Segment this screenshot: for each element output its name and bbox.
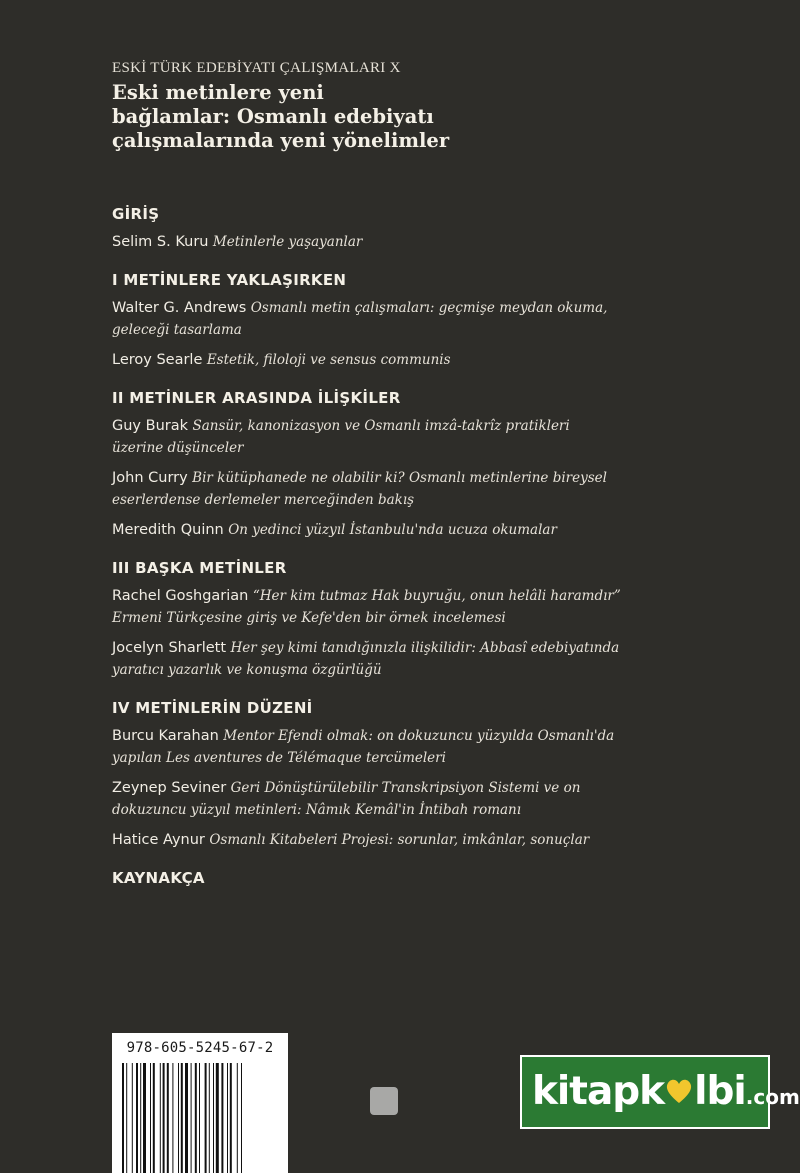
section-title: IV METİNLERİN DÜZENİ xyxy=(112,699,313,717)
barcode-bar xyxy=(199,1063,200,1173)
entry-author: Zeynep Seviner xyxy=(112,780,227,796)
entry-author: Leroy Searle xyxy=(112,352,203,368)
entry-work: Her şey kimi tanıdığınızla ilişkilidir: Abbasî edebiyatında xyxy=(230,640,620,656)
barcode-bar xyxy=(122,1063,124,1173)
entry-work: Estetik, filoloji ve sensus communis xyxy=(206,352,451,368)
toc-entry xyxy=(112,349,702,371)
barcode-bar xyxy=(181,1063,183,1173)
barcode-bar xyxy=(140,1063,141,1173)
toc-entry xyxy=(112,231,702,253)
toc-section-3 xyxy=(112,559,702,681)
entry-work-cont: Ermeni Türkçesine giriş ve Kefe'den bir örnek incelemesi xyxy=(112,610,506,626)
section-title: III BAŞKA METİNLER xyxy=(112,559,287,577)
barcode-bar xyxy=(227,1063,228,1173)
barcode-bar xyxy=(150,1063,151,1173)
logo-text xyxy=(532,1069,800,1114)
toc-entry xyxy=(112,297,702,341)
entry-work: On yedinci yüzyıl İstanbulu'nda ucuza okumalar xyxy=(228,522,557,538)
barcode-bar xyxy=(126,1063,127,1173)
entry-work-cont: yapılan Les aventures de Télémaque tercümeleri xyxy=(112,750,446,766)
entry-work-cont: eserlerdense derlemeler merceğinden bakış xyxy=(112,492,415,508)
barcode-bar xyxy=(216,1063,219,1173)
title-line: Eski metinlere yeni xyxy=(112,81,324,104)
entry-work: Bir kütüphanede ne olabilir ki? Osmanlı metinlerine bireysel xyxy=(192,470,607,486)
barcode-bar xyxy=(185,1063,188,1173)
entry-work-cont: yaratıcı yazarlık ve konuşma özgürlüğü xyxy=(112,662,382,678)
barcode-bar xyxy=(195,1063,197,1173)
heart-icon xyxy=(664,1076,694,1106)
toc-entry xyxy=(112,585,702,629)
book-header xyxy=(112,60,752,153)
table-of-contents xyxy=(112,205,702,895)
barcode-bar xyxy=(213,1063,214,1173)
logo-text-pre: kitapk xyxy=(532,1069,665,1114)
isbn-number: 978-605-5245-67-2 xyxy=(126,1040,274,1056)
section-title: GİRİŞ xyxy=(112,205,160,223)
entry-author: Walter G. Andrews xyxy=(112,300,247,316)
barcode-bar xyxy=(191,1063,192,1173)
barcode-bar xyxy=(237,1063,238,1173)
kitapkalbi-logo xyxy=(520,1055,800,1129)
logo-text-post: lbi xyxy=(694,1069,746,1114)
toc-section-4 xyxy=(112,699,702,851)
toc-entry xyxy=(112,637,702,681)
entry-work-cont: geleceği tasarlama xyxy=(112,322,242,338)
barcode-bar xyxy=(241,1063,242,1173)
entry-work: Sansür, kanonizasyon ve Osmanlı imzâ-takrîz pratikleri xyxy=(192,418,570,434)
entry-work-cont: dokuzuncu yüzyıl metinleri: Nâmık Kemâl'in İntibah romanı xyxy=(112,802,522,818)
entry-work-cont: üzerine düşünceler xyxy=(112,440,244,456)
entry-author: Selim S. Kuru xyxy=(112,234,209,250)
barcode-bar xyxy=(221,1063,223,1173)
entry-work: Osmanlı metin çalışmaları: geçmişe meydan okuma, xyxy=(250,300,608,316)
barcode-bar xyxy=(143,1063,146,1173)
toc-entry xyxy=(112,829,702,851)
barcode-bar xyxy=(160,1063,161,1173)
entry-work: Mentor Efendi olmak: on dokuzuncu yüzyılda Osmanlı'da xyxy=(223,728,615,744)
toc-entry xyxy=(112,777,702,821)
section-title: II METİNLER ARASINDA İLİŞKİLER xyxy=(112,389,401,407)
toc-section-2 xyxy=(112,389,702,541)
barcode-bars xyxy=(122,1063,278,1173)
entry-work: Metinlerle yaşayanlar xyxy=(212,234,363,250)
book-title xyxy=(112,81,542,153)
barcode-bar xyxy=(205,1063,207,1173)
entry-work: Osmanlı Kitabeleri Projesi: sorunlar, imkânlar, sonuçlar xyxy=(209,832,590,848)
barcode-bar xyxy=(172,1063,173,1173)
toc-entry xyxy=(112,415,702,459)
entry-work: “Her kim tutmaz Hak buyruğu, onun helâli haramdır” xyxy=(252,588,621,604)
barcode-bar xyxy=(167,1063,169,1173)
barcode-bar xyxy=(132,1063,133,1173)
barcode-bar xyxy=(209,1063,210,1173)
barcode-bar xyxy=(136,1063,138,1173)
entry-author: Burcu Karahan xyxy=(112,728,219,744)
toc-entry xyxy=(112,725,702,769)
series-title: ESKİ TÜRK EDEBİYATI ÇALIŞMALARI X xyxy=(112,60,401,76)
toc-section-1 xyxy=(112,271,702,371)
gray-square-mark xyxy=(370,1087,398,1115)
barcode-bar xyxy=(230,1063,232,1173)
title-line: bağlamlar: Osmanlı edebiyatı xyxy=(112,105,434,128)
entry-author: Rachel Goshgarian xyxy=(112,588,249,604)
toc-section-intro xyxy=(112,205,702,253)
entry-work: Geri Dönüştürülebilir Transkripsiyon Sistemi ve on xyxy=(230,780,581,796)
toc-entry xyxy=(112,519,702,541)
entry-author: John Curry xyxy=(112,470,188,486)
barcode-bar xyxy=(178,1063,179,1173)
bibliography-title: KAYNAKÇA xyxy=(112,869,205,887)
barcode-bar xyxy=(163,1063,165,1173)
entry-author: Hatice Aynur xyxy=(112,832,205,848)
title-line: çalışmalarında yeni yönelimler xyxy=(112,129,450,152)
entry-author: Meredith Quinn xyxy=(112,522,224,538)
barcode-bar xyxy=(153,1063,155,1173)
entry-author: Guy Burak xyxy=(112,418,188,434)
toc-entry xyxy=(112,467,702,511)
barcode xyxy=(112,1033,288,1173)
logo-suffix: .com xyxy=(745,1085,800,1109)
section-title: I METİNLERE YAKLAŞIRKEN xyxy=(112,271,347,289)
entry-author: Jocelyn Sharlett xyxy=(112,640,227,656)
